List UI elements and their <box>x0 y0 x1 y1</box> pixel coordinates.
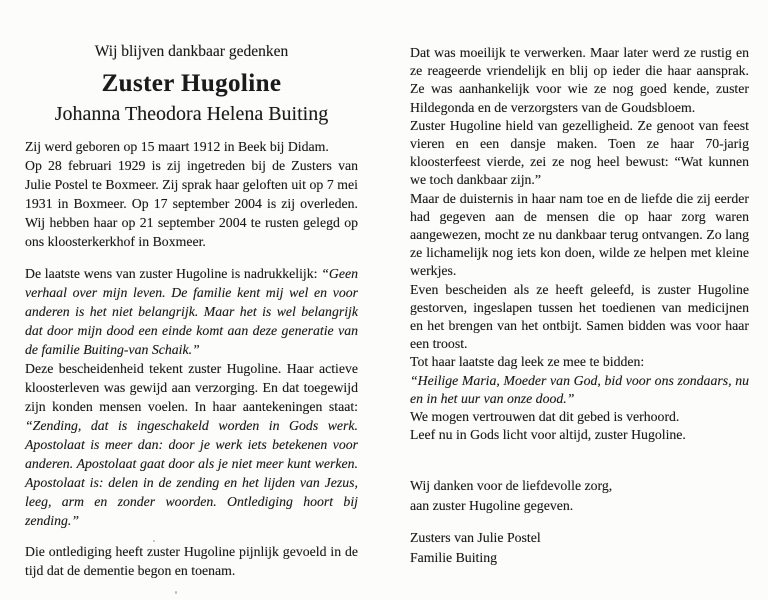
signature-family: Familie Buiting <box>410 549 497 565</box>
modesty-lead: Deze bescheidenheid tekent zuster Hugoline. Haar actieve kloosterleven was gewijd aan verzorging. En dat toegewijd zijn konden mensen voelen. In haar aantekeningen staat: <box>25 361 358 414</box>
life-dates-paragraph: Op 28 februari 1929 is zij ingetreden bij de Zusters van Julie Postel te Boxmeer. Zij sprak haar geloften uit op 7 mei 1931 in Boxmeer. Op 17 september 2004 is zij overleden. Wij hebben haar op 21 september 2004 te rusten gelegd op ons kloosterkerkhof in Boxmeer. <box>25 158 358 249</box>
darkness-paragraph: Maar de duisternis in haar nam toe en de liefde die zij eerder had gegeven aan de mensen die op haar zorg waren aangewezen, mocht ze nu dankbaar terug ontvangen. Zo lang ze lichamelijk nog iets kon doen, wilde ze helpen met kleine werkjes. <box>410 190 749 279</box>
deceased-title: Zuster Hugoline <box>101 70 282 97</box>
right-page <box>410 44 749 567</box>
prayer-quote: “Heilige Maria, Moeder van God, bid voor ons zondaars, nu en in het uur van onze dood.” <box>410 372 749 406</box>
last-wish-paragraph <box>25 264 358 359</box>
thanks-line-1: Wij danken voor de liefdevolle zorg, <box>410 478 613 494</box>
modesty-paragraph <box>25 359 358 530</box>
passing-paragraph: Even bescheiden als ze heeft geleefd, is zuster Hugoline gestorven, ingeslapen tussen het toedienen van medicijnen en het brengen van het ontbijt. Samen bidden was voor haar een troost. <box>410 281 749 352</box>
scan-speck <box>153 540 155 542</box>
emptiness-paragraph: Die ontlediging heeft zuster Hugoline pijnlijk gevoeld in de tijd dat de dementie begon en toenam. <box>25 544 358 578</box>
signatures-block <box>410 528 749 567</box>
left-page <box>25 40 358 580</box>
thanks-line-2: aan zuster Hugoline gegeven. <box>410 497 574 513</box>
notes-quote: “Zending, dat is ingeschakeld worden in Gods werk. Apostolaat is meer dan: door je werk iets betekenen voor anderen. Apostolaat gaat door als je niet meer kunt werken. Apostolaat is: delen in de zending en het lijden van Jezus, leeg, arm en zonder woorden. Ontlediging hoort bij zending.” <box>25 418 358 528</box>
grief-paragraph: Dat was moeilijk te verwerken. Maar later werd ze rustig en ze reageerde vriendelijk en blij op ieder die haar aansprak. Ze was aanhankelijk voor wie ze nog goed kende, zuster Hildegonda en de verzorgsters van de Goudsbloem. <box>410 45 749 115</box>
left-page-body <box>25 137 358 580</box>
prayer-lead-line: Tot haar laatste dag leek ze mee te bidden: <box>410 354 645 370</box>
thanks-paragraph <box>410 476 749 515</box>
intro-line: Wij blijven dankbaar gedenken <box>94 43 289 60</box>
last-wish-quote: “Geen verhaal over mijn leven. De familie kent mij wel en voor anderen is het niet belangrijk. Maar het is wel belangrijk dat door mijn dood een einde komt aan deze generatie van de familie Buiting-van Schaik.” <box>25 266 358 357</box>
signature-congregation: Zusters van Julie Postel <box>410 530 541 546</box>
birth-paragraph: Zij werd geboren op 15 maart 1912 in Beek bij Didam. <box>25 139 329 154</box>
scan-speck <box>175 591 177 594</box>
conviviality-paragraph: Zuster Hugoline hield van gezelligheid. Ze genoot van feest vieren en een dansje maken. Toen ze haar 70-jarig kloosterfeest vierde, zei ze nog heel bewust: “Wat kunnen we toch dankbaar zijn.” <box>410 117 749 188</box>
deceased-full-name: Johanna Theodora Helena Buiting <box>54 103 329 125</box>
trust-line: We mogen vertrouwen dat dit gebed is verhoord. <box>410 409 680 425</box>
farewell-line: Leef nu in Gods licht voor altijd, zuster Hugoline. <box>410 427 686 443</box>
last-wish-lead: De laatste wens van zuster Hugoline is nadrukkelijk: <box>25 266 322 281</box>
